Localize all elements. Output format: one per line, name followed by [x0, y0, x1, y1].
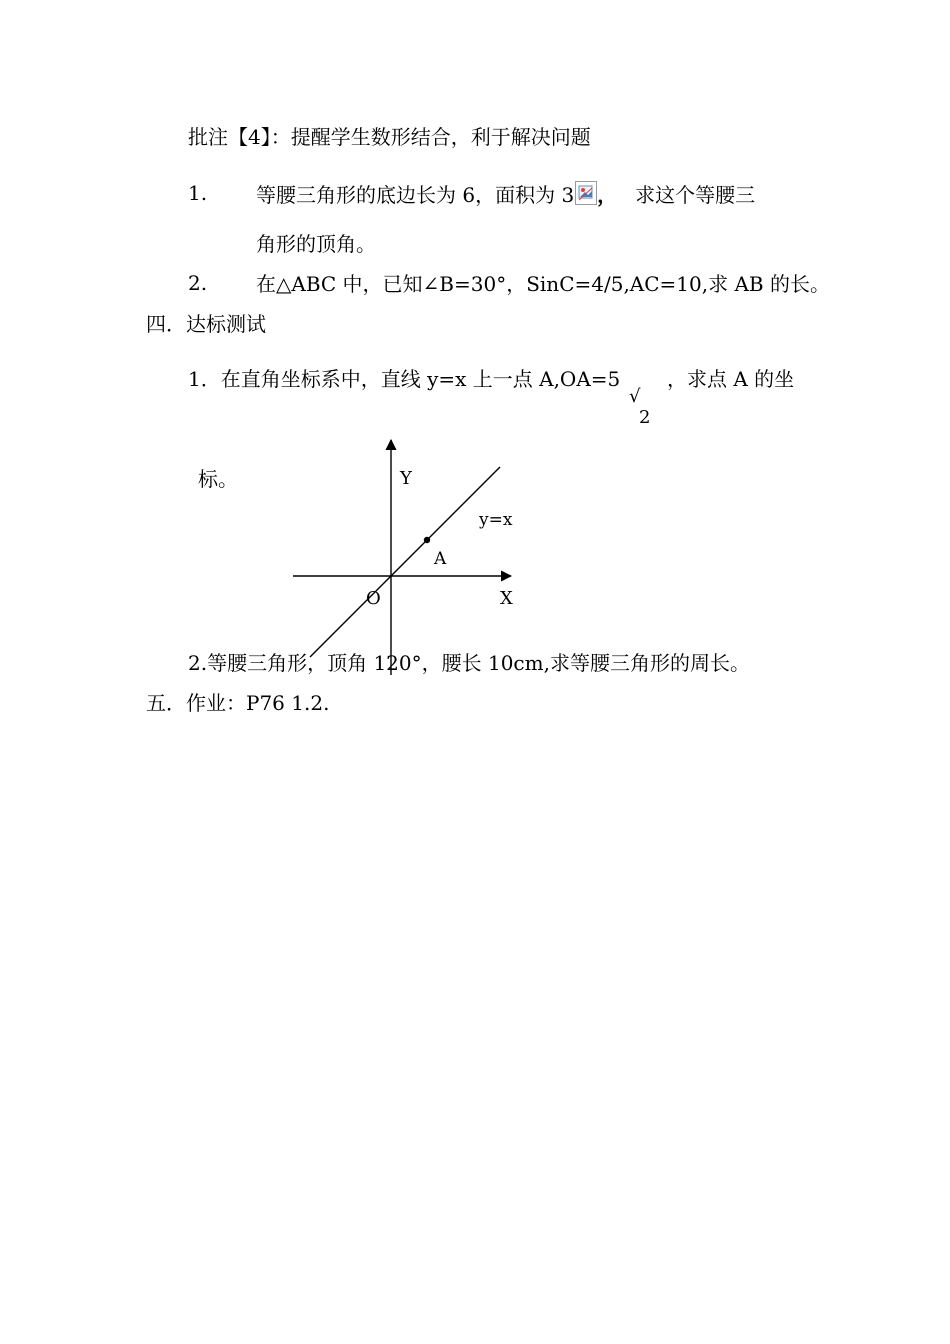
problem-text-tail: 求这个等腰三: [635, 183, 756, 207]
problem-text-continued: 角形的顶角。: [256, 232, 376, 256]
question-1-text-end: ，求点 A 的坐: [667, 367, 795, 391]
point-a: [424, 537, 430, 543]
sqrt-symbol: √: [629, 386, 641, 407]
homework-section: 五．作业：P76 1.2.: [146, 691, 330, 715]
problem-text-part: 等腰三角形的底边长为 6，面积为 3: [256, 183, 575, 207]
problem-number: 2.: [188, 271, 208, 295]
question-1-text: 1．在直角坐标系中，直线 y=x 上一点 A,OA=5: [188, 367, 621, 391]
section-heading: 四．达标测试: [146, 312, 266, 336]
problem-number: 1.: [188, 181, 208, 205]
problem-text: 在△ABC 中，已知∠B=30°，SinC=4/5,AC=10,求 AB 的长。: [256, 272, 830, 296]
question-1-text-continued: 标。: [198, 467, 238, 491]
annotation-note: 批注【4】：提醒学生数形结合，利于解决问题: [188, 125, 591, 149]
question-2-text: 2.等腰三角形，顶角 120°，腰长 10cm,求等腰三角形的周长。: [188, 651, 750, 675]
origin-label: O: [366, 588, 381, 609]
line-y-equals-x: [310, 467, 500, 657]
x-axis-label: X: [500, 588, 513, 609]
problem-comma: ，: [597, 183, 618, 207]
y-axis-label: Y: [400, 468, 412, 489]
line-label: y=x: [479, 510, 513, 530]
point-a-label: A: [434, 549, 447, 569]
sqrt-radicand: 2: [639, 407, 651, 428]
